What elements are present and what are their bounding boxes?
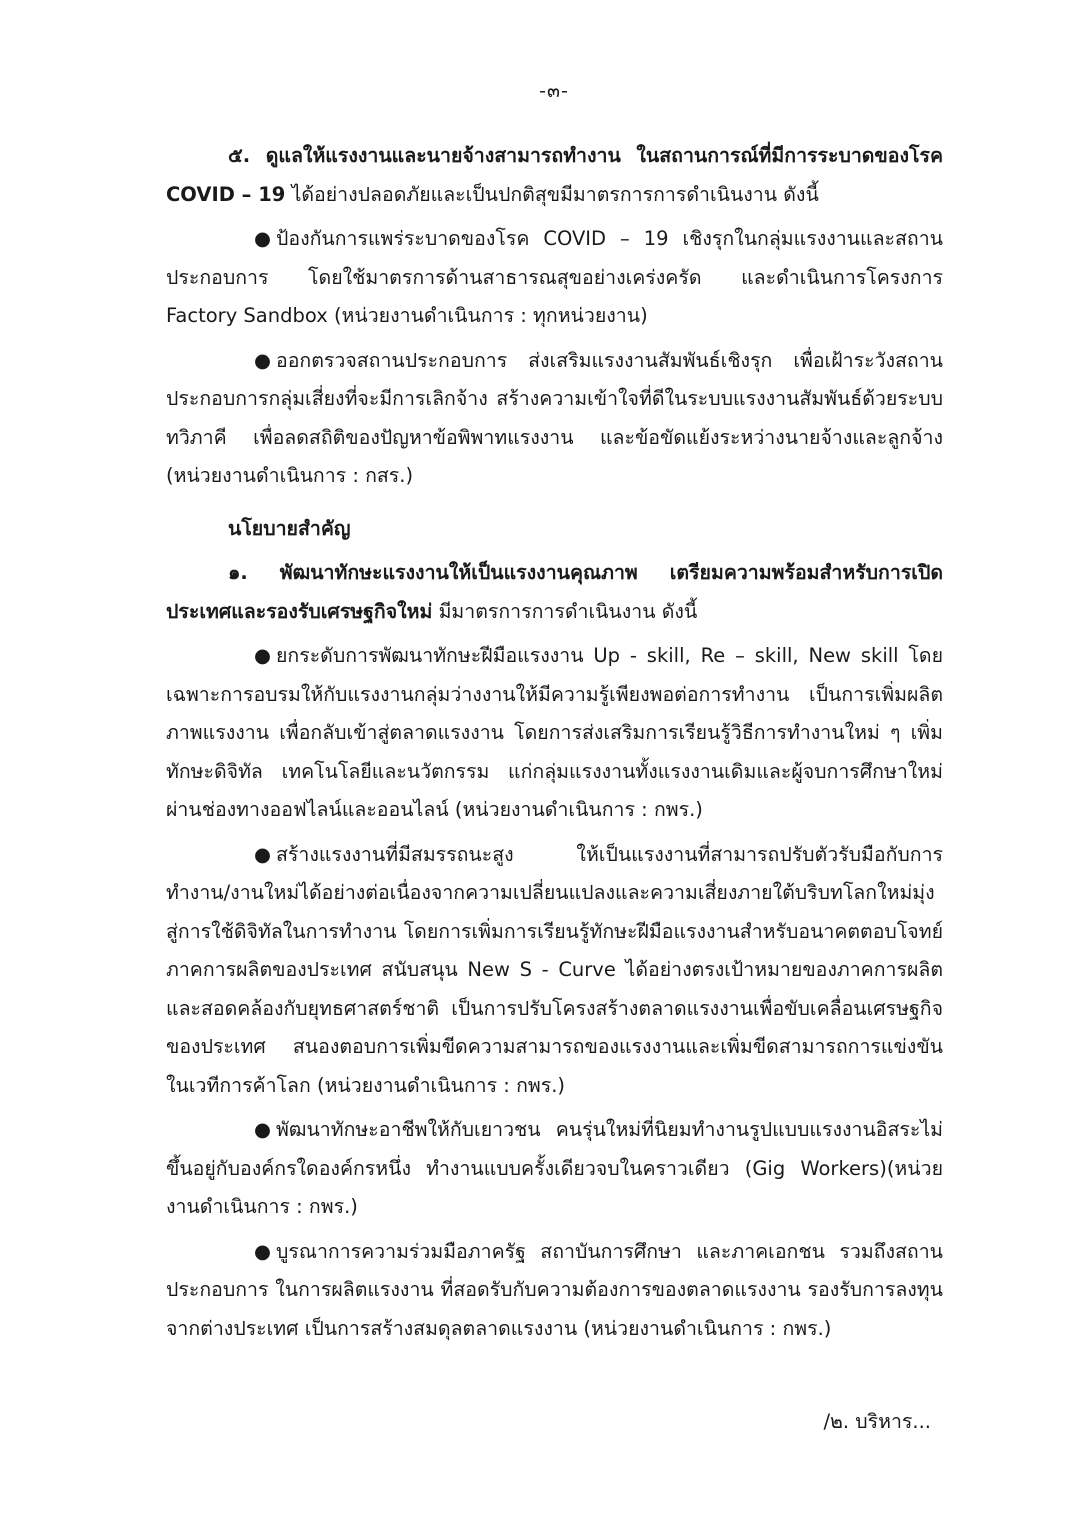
continuation-note: /๒. บริหาร... <box>823 1410 931 1433</box>
bullet-text: ยกระดับการพัฒนาทักษะฝีมือแรงงาน Up - skill, Re – skill, New skill โดยเฉพาะการอบรมให้กับแรงงานกลุ่มว่างงานให้มีความรู้เพียงพอต่อการทำงาน เป็นการเพิ่มผลิตภาพแรงงาน เพื่อกลับเข้าสู่ตลาดแรงงาน โดยการส่งเสริมการเรียนรู้วิธีการทำงานใหม่ ๆ เพิ่มทักษะดิจิทัล เทคโนโลยีและนวัตกรรม แก่กลุ่มแรงงานทั้งแรงงานเดิมและผู้จบการศึกษาใหม่ผ่านช่องทางออฟไลน์และออนไลน์ (หน่วยงานดำเนินการ : กพร.) <box>166 644 943 821</box>
page-number: -๓- <box>539 80 569 102</box>
section-5-title <box>166 137 943 214</box>
bullet-text: สร้างแรงงานที่มีสมรรถนะสูง ให้เป็นแรงงานที่สามารถปรับตัวรับมือกับการทำงาน/งานใหม่ได้อย่างต่อเนื่องจากความเปลี่ยนแปลงและความเสี่ยงภายใต้บริบทโลกใหม่มุ่งสู่การใช้ดิจิทัลในการทำงาน โดยการเพิ่มการเรียนรู้ทักษะฝีมือแรงงานสำหรับอนาคตตอบโจทย์ภาคการผลิตของประเทศ สนับสนุน New S - Curve ได้อย่างตรงเป้าหมายของภาคการผลิต และสอดคล้องกับยุทธศาสตร์ชาติ เป็นการปรับโครงสร้างตลาดแรงงานเพื่อขับเคลื่อนเศรษฐกิจของประเทศ สนองตอบการเพิ่มขีดความสามารถของแรงงานและเพิ่มขีดสามารถการแข่งขันในเวทีการค้าโลก (หน่วยงานดำเนินการ : กพร.) <box>166 842 943 1097</box>
policy-heading: นโยบายสำคัญ <box>228 516 351 540</box>
bullet-icon: ● <box>254 348 272 372</box>
policy-1-bullet-3 <box>166 1111 943 1227</box>
bullet-icon: ● <box>254 644 272 667</box>
bullet-text: ป้องกันการแพร่ระบาดของโรค COVID – 19 เชิงรุกในกลุ่มแรงงานและสถานประกอบการ โดยใช้มาตรการด้านสาธารณสุขอย่างเคร่งครัด และดำเนินการโครงการ Factory Sandbox (หน่วยงานดำเนินการ : ทุกหน่วยงาน) <box>166 227 943 327</box>
section-5-title-rest: ได้อย่างปลอดภัยและเป็นปกติสุขมีมาตรการการดำเนินงาน ดังนี้ <box>285 182 819 206</box>
bullet-icon: ● <box>254 1239 272 1263</box>
section-5-bullet-2 <box>166 342 943 496</box>
document-body <box>166 137 943 1348</box>
bullet-text: บูรณาการความร่วมมือภาครัฐ สถาบันการศึกษา และภาคเอกชน รวมถึงสถานประกอบการ ในการผลิตแรงงาน ที่สอดรับกับความต้องการของตลาดแรงงาน รองรับการลงทุนจากต่างประเทศ เป็นการสร้างสมดุลตลาดแรงงาน (หน่วยงานดำเนินการ : กพร.) <box>166 1239 943 1340</box>
policy-1-bullet-2 <box>166 836 943 1106</box>
policy-1-title-rest: มีมาตรการการดำเนินงาน ดังนี้ <box>432 599 698 623</box>
section-5-title-bold: ๕. ดูแลให้แรงงานและนายจ้างสามารถทำงาน ในสถานการณ์ที่มีการระบาดของโรค COVID – 19 <box>166 144 943 206</box>
section-5-bullet-1 <box>166 220 943 336</box>
bullet-icon: ● <box>254 227 272 250</box>
bullet-text: พัฒนาทักษะอาชีพให้กับเยาวชน คนรุ่นใหม่ที่นิยมทำงานรูปแบบแรงงานอิสระไม่ขึ้นอยู่กับองค์กรใดองค์กรหนึ่ง ทำงานแบบครั้งเดียวจบในคราวเดียว (Gig Workers)(หน่วยงานดำเนินการ : กพร.) <box>166 1118 943 1218</box>
policy-1-title-bold: ๑. พัฒนาทักษะแรงงานให้เป็นแรงงานคุณภาพ เตรียมความพร้อมสำหรับการเปิดประเทศและรองรับเศรษฐกิจใหม่ <box>166 561 943 623</box>
bullet-text: ออกตรวจสถานประกอบการ ส่งเสริมแรงงานสัมพันธ์เชิงรุก เพื่อเฝ้าระวังสถานประกอบการกลุ่มเสี่ยงที่จะมีการเลิกจ้าง สร้างความเข้าใจที่ดีในระบบแรงงานสัมพันธ์ด้วยระบบทวิภาคี เพื่อลดสถิติของปัญหาข้อพิพาทแรงงาน และข้อขัดแย้งระหว่างนายจ้างและลูกจ้าง (หน่วยงานดำเนินการ : กสร.) <box>166 348 943 487</box>
policy-1-bullet-1 <box>166 637 943 830</box>
policy-1-title <box>166 554 943 631</box>
policy-1-bullet-4 <box>166 1233 943 1349</box>
bullet-icon: ● <box>254 1118 272 1141</box>
bullet-icon: ● <box>254 842 272 866</box>
